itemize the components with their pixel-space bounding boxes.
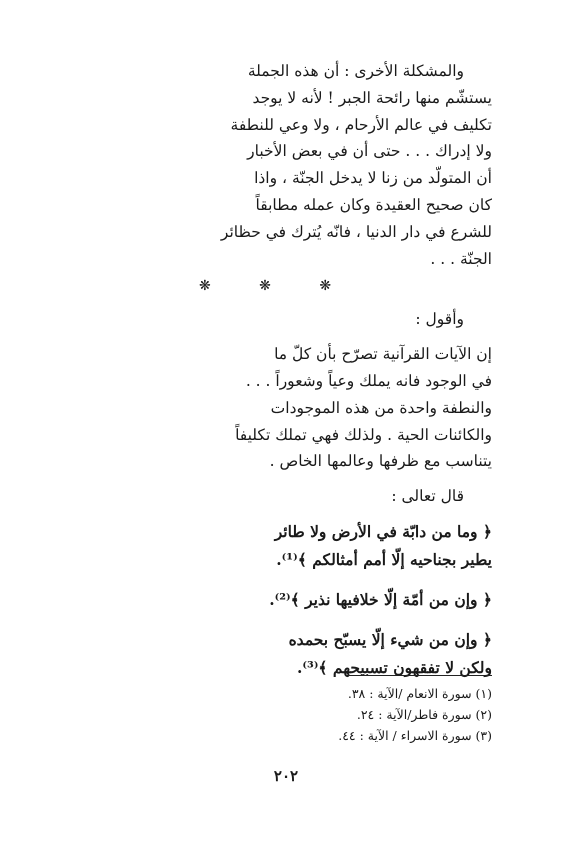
- text-line: والنطفة واحدة من هذه الموجودات: [270, 398, 492, 417]
- footnotes: [232, 683, 492, 746]
- verse-line: ولكن لا تفقهون تسبيحهم ﴾⁽³⁾.: [297, 657, 492, 677]
- text-line: يستشّم منها رائحة الجبر ! لأنه لا يوجد: [252, 88, 492, 107]
- verse-1: [60, 518, 492, 574]
- text-line: للشرع في دار الدنيا ، فانّه يُترك في حظائر: [220, 222, 492, 241]
- text-line: والمشكلة الأخرى : أن هذه الجملة: [247, 62, 464, 80]
- section-separator: ❋ ❋ ❋: [198, 278, 354, 295]
- footnote-divider: [346, 675, 492, 676]
- footnote-item: (٢) سورة فاطر/الآية : ٢٤.: [356, 707, 492, 722]
- text-line: أن المتولّد من زنا لا يدخل الجنّة ، واذا: [254, 169, 492, 188]
- verse-line: ﴿ وإن من أمّة إلّا خلافيها نذير ﴾⁽²⁾.: [269, 589, 492, 609]
- paragraph-2: [60, 341, 492, 475]
- text-line: ولا إدراك . . . حتى أن في بعض الأخبار: [247, 142, 492, 161]
- verse-line: ﴿ وإن من شيء إلّا يسبّح بحمده: [288, 629, 492, 649]
- text-line: تكليف في عالم الأرحام ، ولا وعي للنطفة: [230, 115, 492, 134]
- text-line: يتناسب مع ظرفها وعالمها الخاص .: [269, 452, 492, 471]
- paragraph-1: [60, 58, 492, 272]
- verse-2: [60, 586, 492, 614]
- text-line: كان صحيح العقيدة وكان عمله مطابقاً: [255, 195, 492, 214]
- verse-line: يطير بجناحيه إلّا أمم أمثالكم ﴾⁽¹⁾.: [276, 549, 492, 569]
- text-line: إن الآيات القرآنية تصرّح بأن كلّ ما: [274, 345, 492, 364]
- aqul-heading: وأقول :: [415, 310, 464, 329]
- footnote-item: (٣) سورة الاسراء / الآية : ٤٤.: [338, 728, 492, 743]
- footnote-item: (١) سورة الانعام /الآية : ٣٨.: [347, 686, 492, 701]
- text-line: الجنّة . . .: [430, 249, 492, 268]
- qala-heading: قال تعالى :: [391, 487, 464, 506]
- page-number: ٢٠٢: [273, 767, 299, 785]
- verse-3: [60, 626, 492, 682]
- page-body: [60, 58, 492, 682]
- text-line: في الوجود فانه يملك وعياً وشعوراً . . .: [245, 371, 492, 390]
- verse-line: ﴿ وما من دابّة في الأرض ولا طائر: [274, 521, 492, 541]
- text-line: والكائنات الحية . ولذلك فهي تملك تكليفاً: [235, 425, 492, 444]
